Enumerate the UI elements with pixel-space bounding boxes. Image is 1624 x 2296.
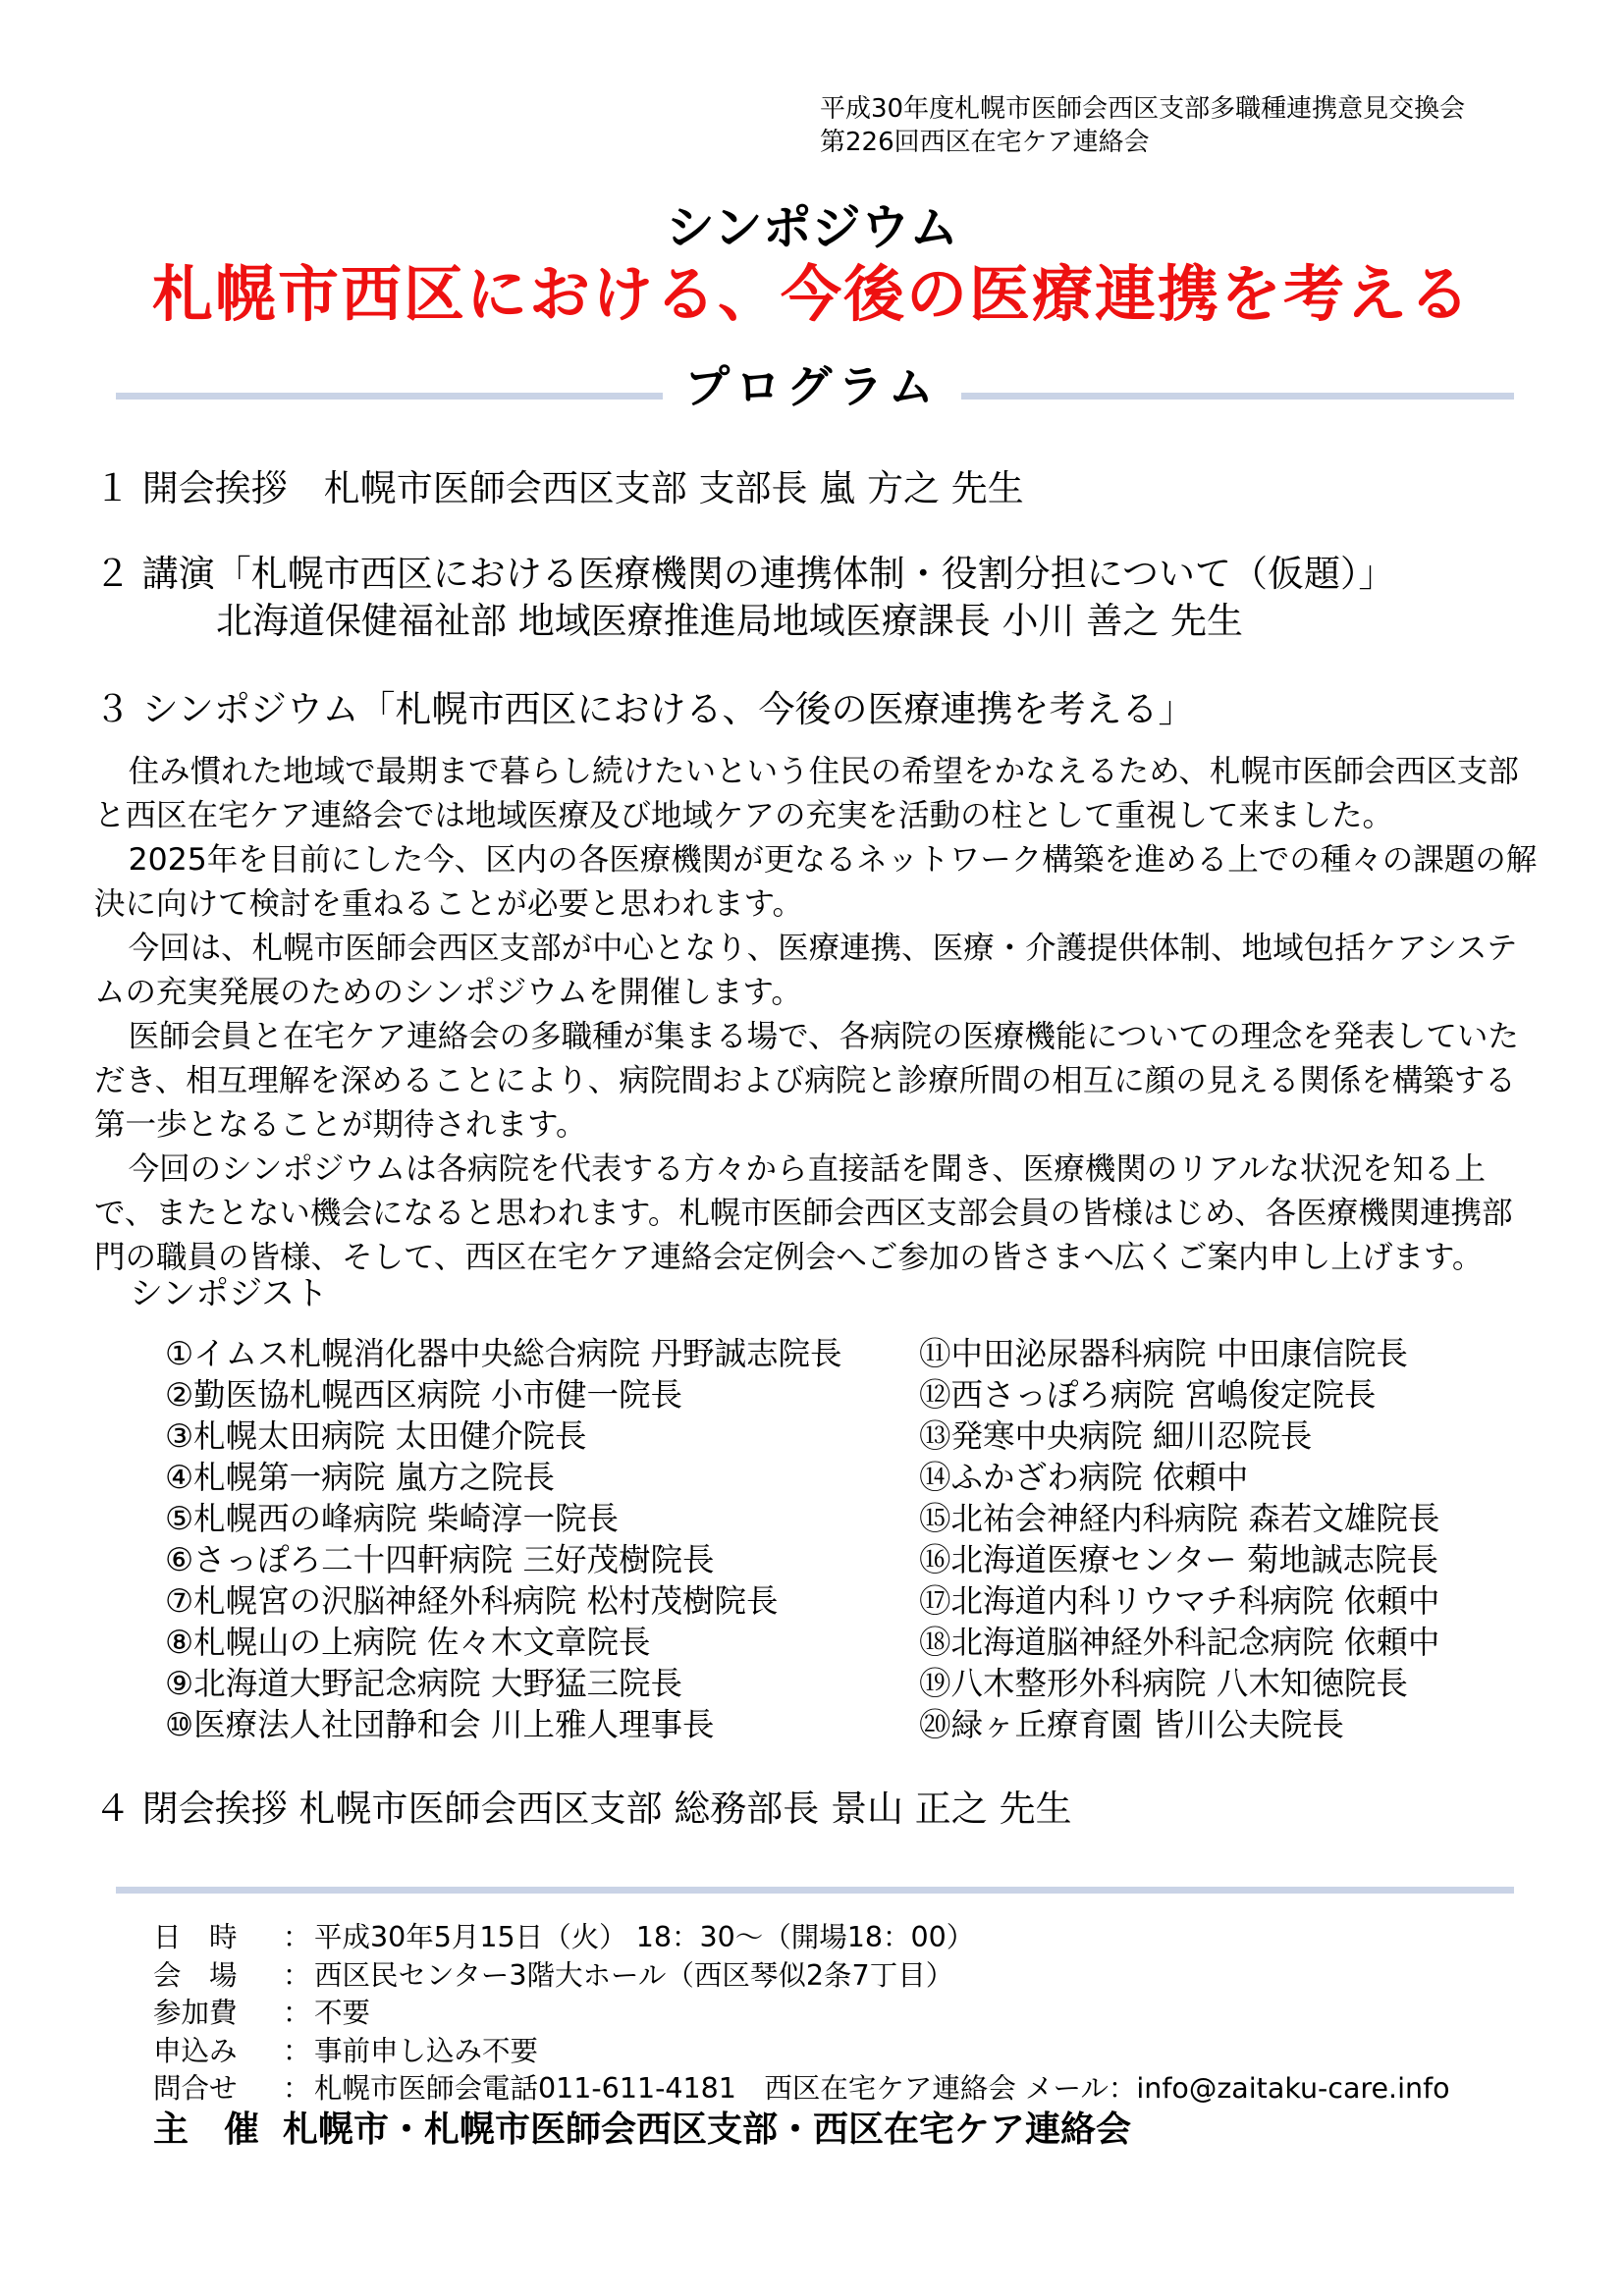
symposist-item: ⑥さっぽろ二十四軒病院 三好茂樹院長 (165, 1541, 715, 1578)
description-paragraph: 今回は、札幌市医師会西区支部が中心となり、医療連携、医療・介護提供体制、地域包括ケアシステムの充実発展のためのシンポジウムを開催します。 (94, 931, 1518, 1010)
symposist-item: ⑨北海道大野記念病院 大野猛三院長 (165, 1665, 682, 1702)
bottom-divider (116, 1887, 1514, 1894)
description-paragraph: 今回のシンポジウムは各病院を代表する方々から直接話を聞き、医療機関のリアルな状況を知る上で、またとない機会になると思われます。札幌市医師会西区支部会員の皆様はじめ、各医療機関連携部門の職員の皆様、そして、西区在宅ケア連絡会定例会へご参加の皆さまへ広くご案内申し上げます。 (94, 1151, 1513, 1275)
info-row-contact: 問合せ ： 札幌市医師会電話011-611-4181 西区在宅ケア連絡会 メール：info@zaitaku-care.info (153, 2072, 1450, 2105)
symposist-item: ⑧札幌山の上病院 佐々木文章院長 (165, 1624, 651, 1661)
symposist-item: ⑱北海道脳神経外科記念病院 依頼中 (919, 1624, 1440, 1661)
event-header-line2: 第226回西区在宅ケア連絡会 (820, 128, 1150, 157)
description-paragraph: 住み慣れた地域で最期まで暮らし続けたいという住民の希望をかなえるため、札幌市医師会西区支部と西区在宅ケア連絡会では地域医療及び地域ケアの充実を活動の柱として重視して来ました。 (94, 754, 1519, 833)
program-item-3: ３ シンポジウム「札幌市西区における、今後の医療連携を考える」 (94, 688, 1195, 730)
symposist-item: ⑪中田泌尿器科病院 中田康信院長 (919, 1335, 1408, 1372)
symposist-item: ⑦札幌宮の沢脳神経外科病院 松村茂樹院長 (165, 1582, 779, 1620)
symposists-list-right (919, 1333, 1439, 1745)
symposist-item: ②勤医協札幌西区病院 小市健一院長 (165, 1376, 682, 1414)
description-paragraph: 医師会員と在宅ケア連絡会の多職種が集まる場で、各病院の医療機能についての理念を発表していただき、相互理解を深めることにより、病院間および病院と診療所間の相互に顔の見える関係を構築する第一歩となることが期待されます。 (94, 1019, 1519, 1143)
program-item-2-speaker: 北海道保健福祉部 地域医療推進局地域医療課長 小川 善之 先生 (216, 600, 1244, 642)
symposist-item: ④札幌第一病院 嵐方之院長 (165, 1459, 555, 1496)
event-header (820, 92, 1465, 159)
program-item-2: ２ 講演「札幌市西区における医療機関の連携体制・役割分担について（仮題）」 (94, 553, 1395, 595)
symposist-item: ⑰北海道内科リウマチ科病院 依頼中 (919, 1582, 1440, 1620)
organizer-label: 主 催 (153, 2109, 260, 2150)
symposist-item: ⑯北海道医療センター 菊地誠志院長 (919, 1541, 1439, 1578)
symposist-item: ⑲八木整形外科病院 八木知徳院長 (919, 1665, 1408, 1702)
symposist-item: ⑬発寒中央病院 細川忍院長 (919, 1417, 1313, 1455)
symposist-item: ⑩医療法人社団静和会 川上雅人理事長 (165, 1706, 715, 1743)
info-row-date: 日 時 ： 平成30年5月15日（火） 18：30～（開場18：00） (153, 1921, 975, 1953)
symposist-item: ⑤札幌西の峰病院 柴崎淳一院長 (165, 1500, 619, 1537)
description-paragraph: 2025年を目前にした今、区内の各医療機関が更なるネットワーク構築を進める上での種々の課題の解決に向けて検討を重ねることが必要と思われます。 (94, 842, 1538, 922)
symposist-item: ①イムス札幌消化器中央総合病院 丹野誠志院長 (165, 1335, 842, 1372)
symposist-item: ⑫西さっぽろ病院 宮嶋俊定院長 (919, 1376, 1377, 1414)
symposists-list-left (165, 1333, 841, 1745)
description (94, 750, 1538, 1280)
info-row-venue: 会 場 ： 西区民センター3階大ホール（西区琴似2条7丁目） (153, 1958, 954, 1992)
event-header-line1: 平成30年度札幌市医師会西区支部多職種連携意見交換会 (820, 94, 1466, 124)
program-heading: プログラム (0, 351, 1624, 416)
program-item-4: ４ 閉会挨拶 札幌市医師会西区支部 総務部長 景山 正之 先生 (94, 1788, 1072, 1830)
info-row-fee: 参加費 ： 不要 (153, 1997, 371, 2029)
symposist-item: ③札幌太田病院 太田健介院長 (165, 1417, 587, 1455)
symposist-item: ⑳緑ヶ丘療育園 皆川公夫院長 (919, 1706, 1344, 1743)
symposist-item: ⑭ふかざわ病院 依頼中 (919, 1459, 1249, 1496)
symposists-label: シンポジスト (130, 1274, 329, 1313)
main-title: 札幌市西区における、今後の医療連携を考える (151, 258, 1472, 330)
program-item-1: １ 開会挨拶 札幌市医師会西区支部 支部長 嵐 方之 先生 (94, 467, 1024, 509)
info-row-application: 申込み ： 事前申し込み不要 (153, 2034, 539, 2067)
symposist-item: ⑮北祐会神経内科病院 森若文雄院長 (919, 1500, 1440, 1537)
event-info (153, 1919, 1450, 2109)
organizer-value: 札幌市・札幌市医師会西区支部・西区在宅ケア連絡会 (283, 2109, 1132, 2150)
organizer (153, 2102, 1131, 2152)
symposium-heading: シンポジウム (665, 199, 959, 256)
